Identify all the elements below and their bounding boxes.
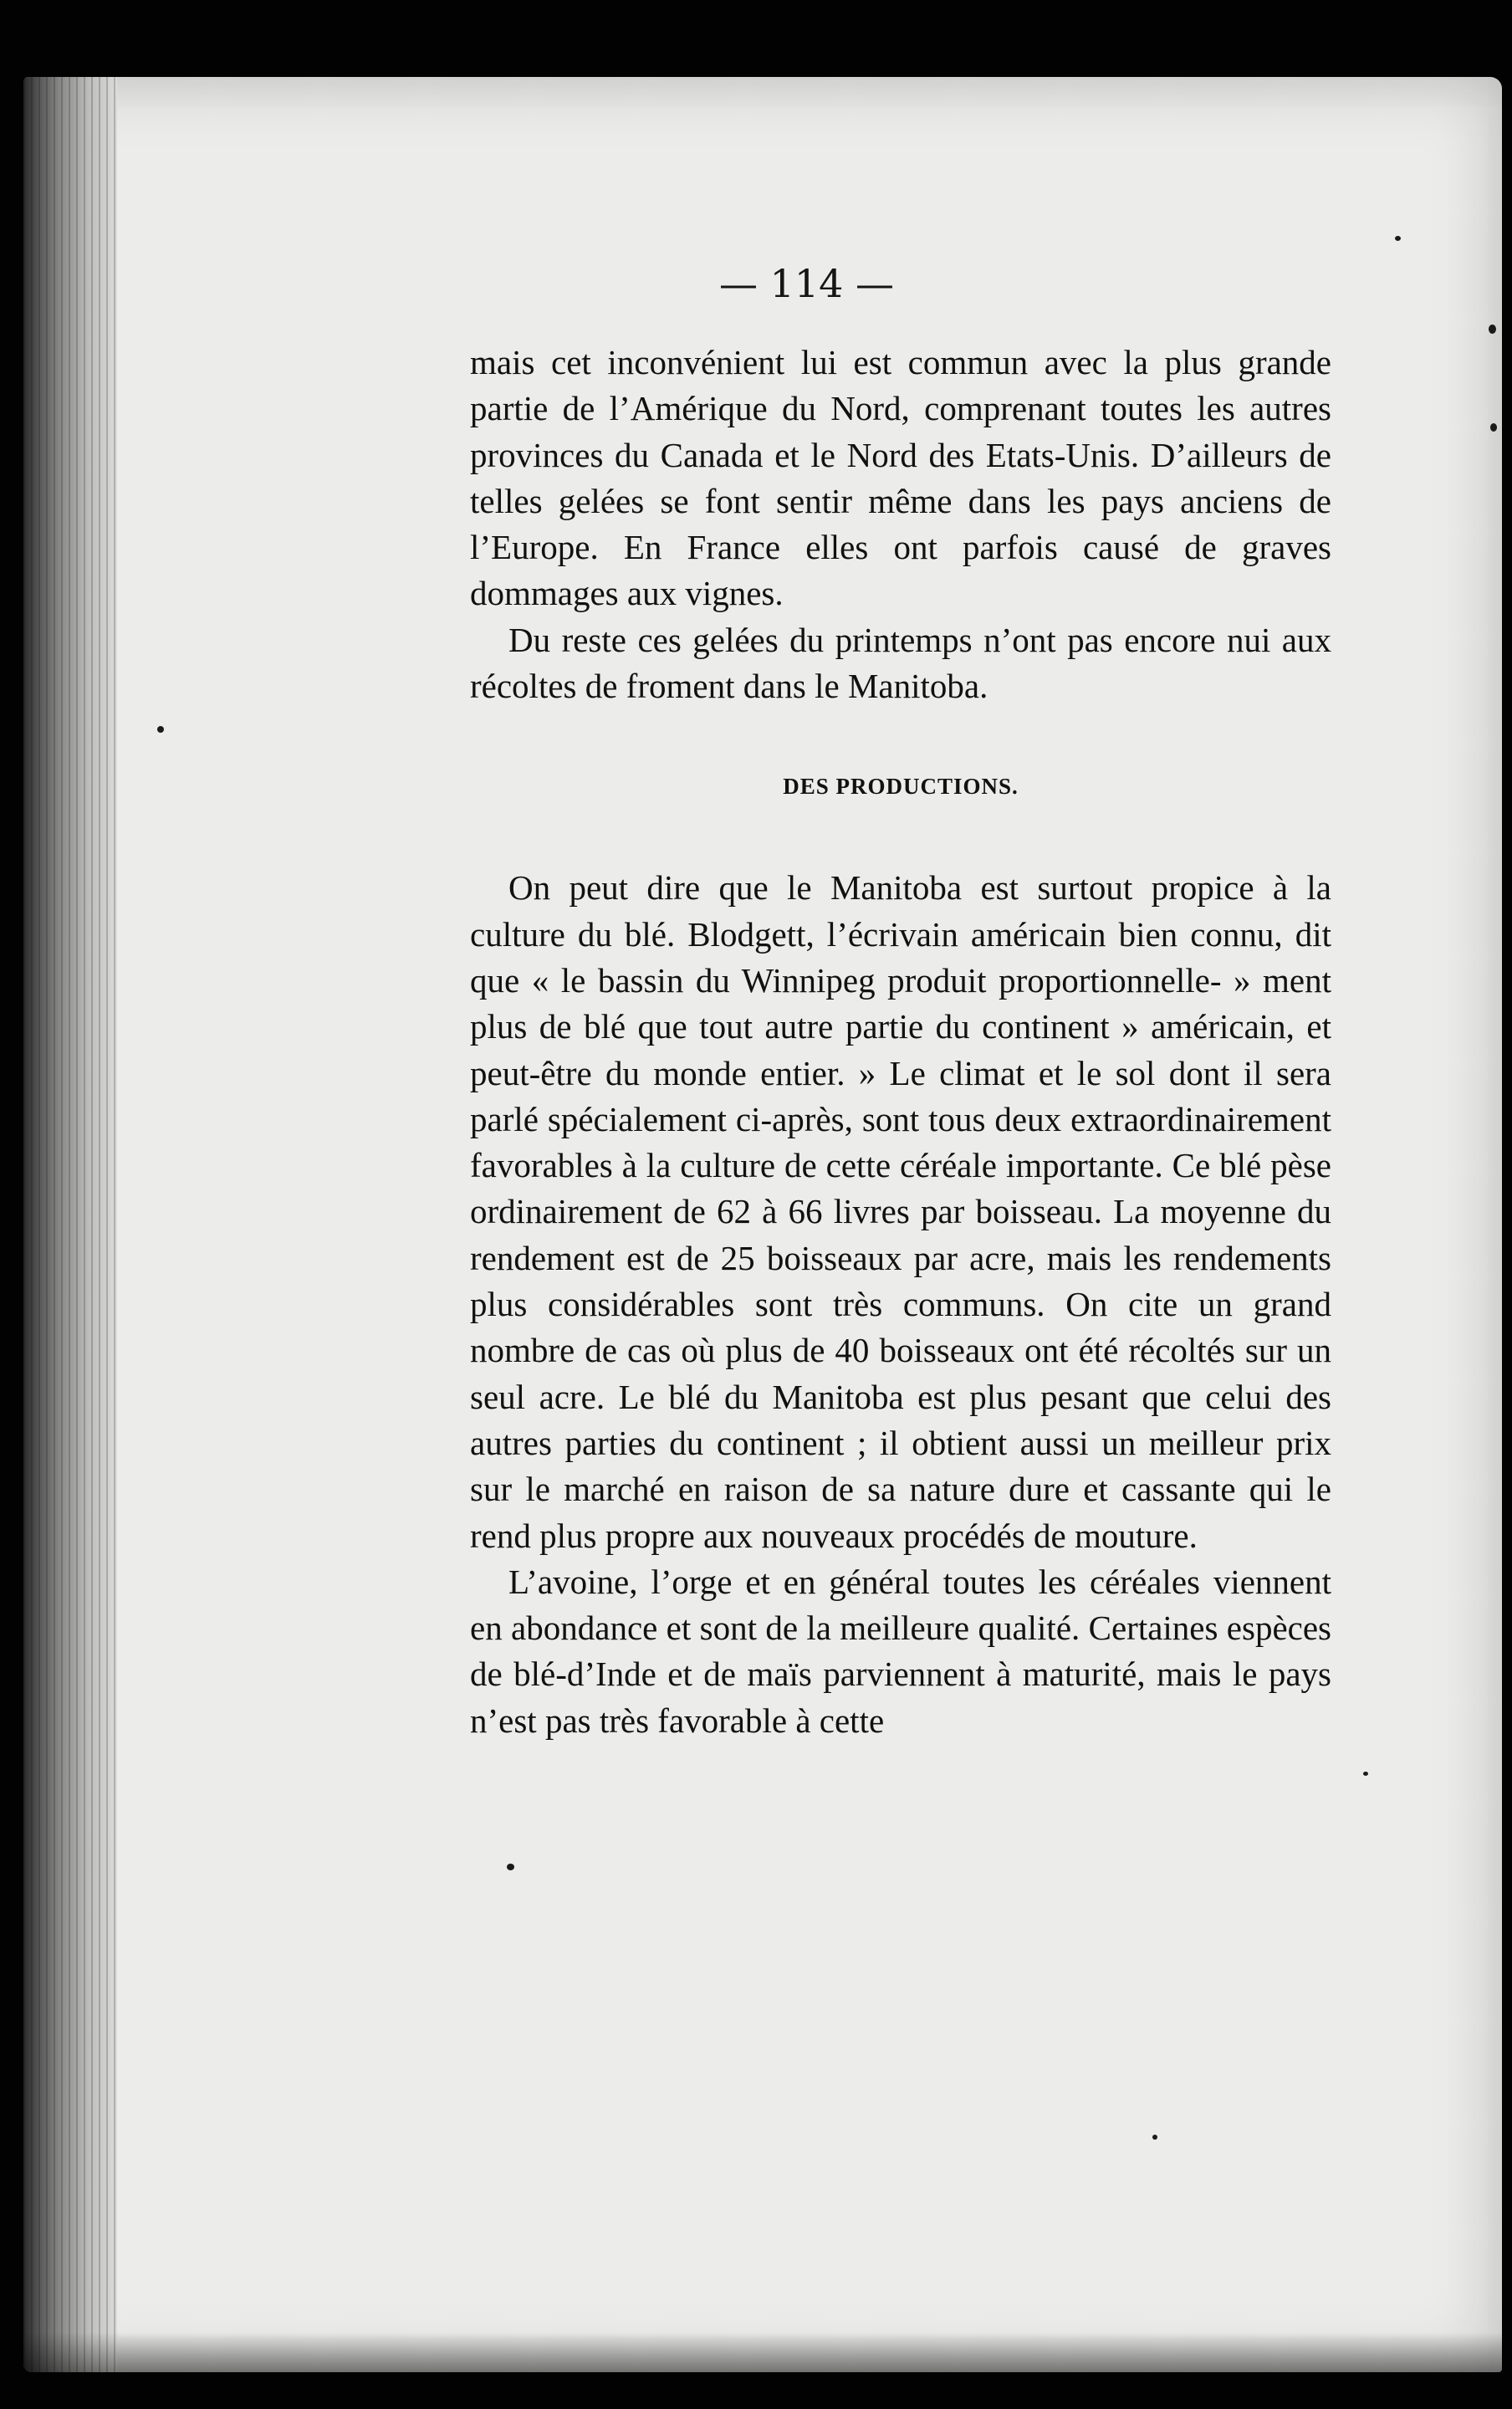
section-heading: DES PRODUCTIONS. xyxy=(783,774,1019,800)
paragraph: On peut dire que le Manitoba est surtout propice à la culture du blé. Blodgett, l’écrivain américain bien connu, dit que « le bassin du Winnipeg produit proportionnelle- » ment plus de blé que tout autre partie du continent » américain, et peut-être du monde entier. » Le climat et le sol dont il sera parlé spécialement ci-après, sont tous deux extraordinairement favorables à la culture de cette céréale importante. Ce blé pèse ordinairement de 62 à 66 livres par boisseau. La moyenne du rendement est de 25 boisseaux par acre, mais les rendements plus considérables sont très communs. On cite un grand nombre de cas où plus de 40 boisseaux ont été récoltés sur un seul acre. Le blé du Manitoba est plus pesant que celui des autres parties du continent ; il obtient aussi un meilleur prix sur le marché en raison de sa nature dure et cassante qui le rend plus propre aux nouveaux procédés de mouture. xyxy=(470,868,1331,1555)
paragraph: mais cet inconvénient lui est commun avec la plus grande partie de l’Amérique du Nord, comprenant toutes les autres provinces du Canada et le Nord des Etats-Unis. D’ailleurs de telles gelées se font sentir même dans les pays anciens de l’Europe. En France elles ont parfois causé de graves dommages aux vignes. xyxy=(470,343,1331,613)
paragraph: Du reste ces gelées du printemps n’ont pas encore nui aux récoltes de froment dans le Manitoba. xyxy=(470,620,1331,706)
page-bottom-shadow xyxy=(23,2332,1502,2372)
paragraph: L’avoine, l’orge et en général toutes les céréales viennent en abondance et sont de la meilleure qualité. Certaines espèces de blé-d’Inde et de maïs parviennent à maturité, mais le pays n’est pas très favorable à cette xyxy=(470,1562,1331,1740)
gutter-page-edges xyxy=(23,77,117,2372)
page-body xyxy=(470,340,1331,1744)
page-number: — 114 — xyxy=(719,261,895,306)
